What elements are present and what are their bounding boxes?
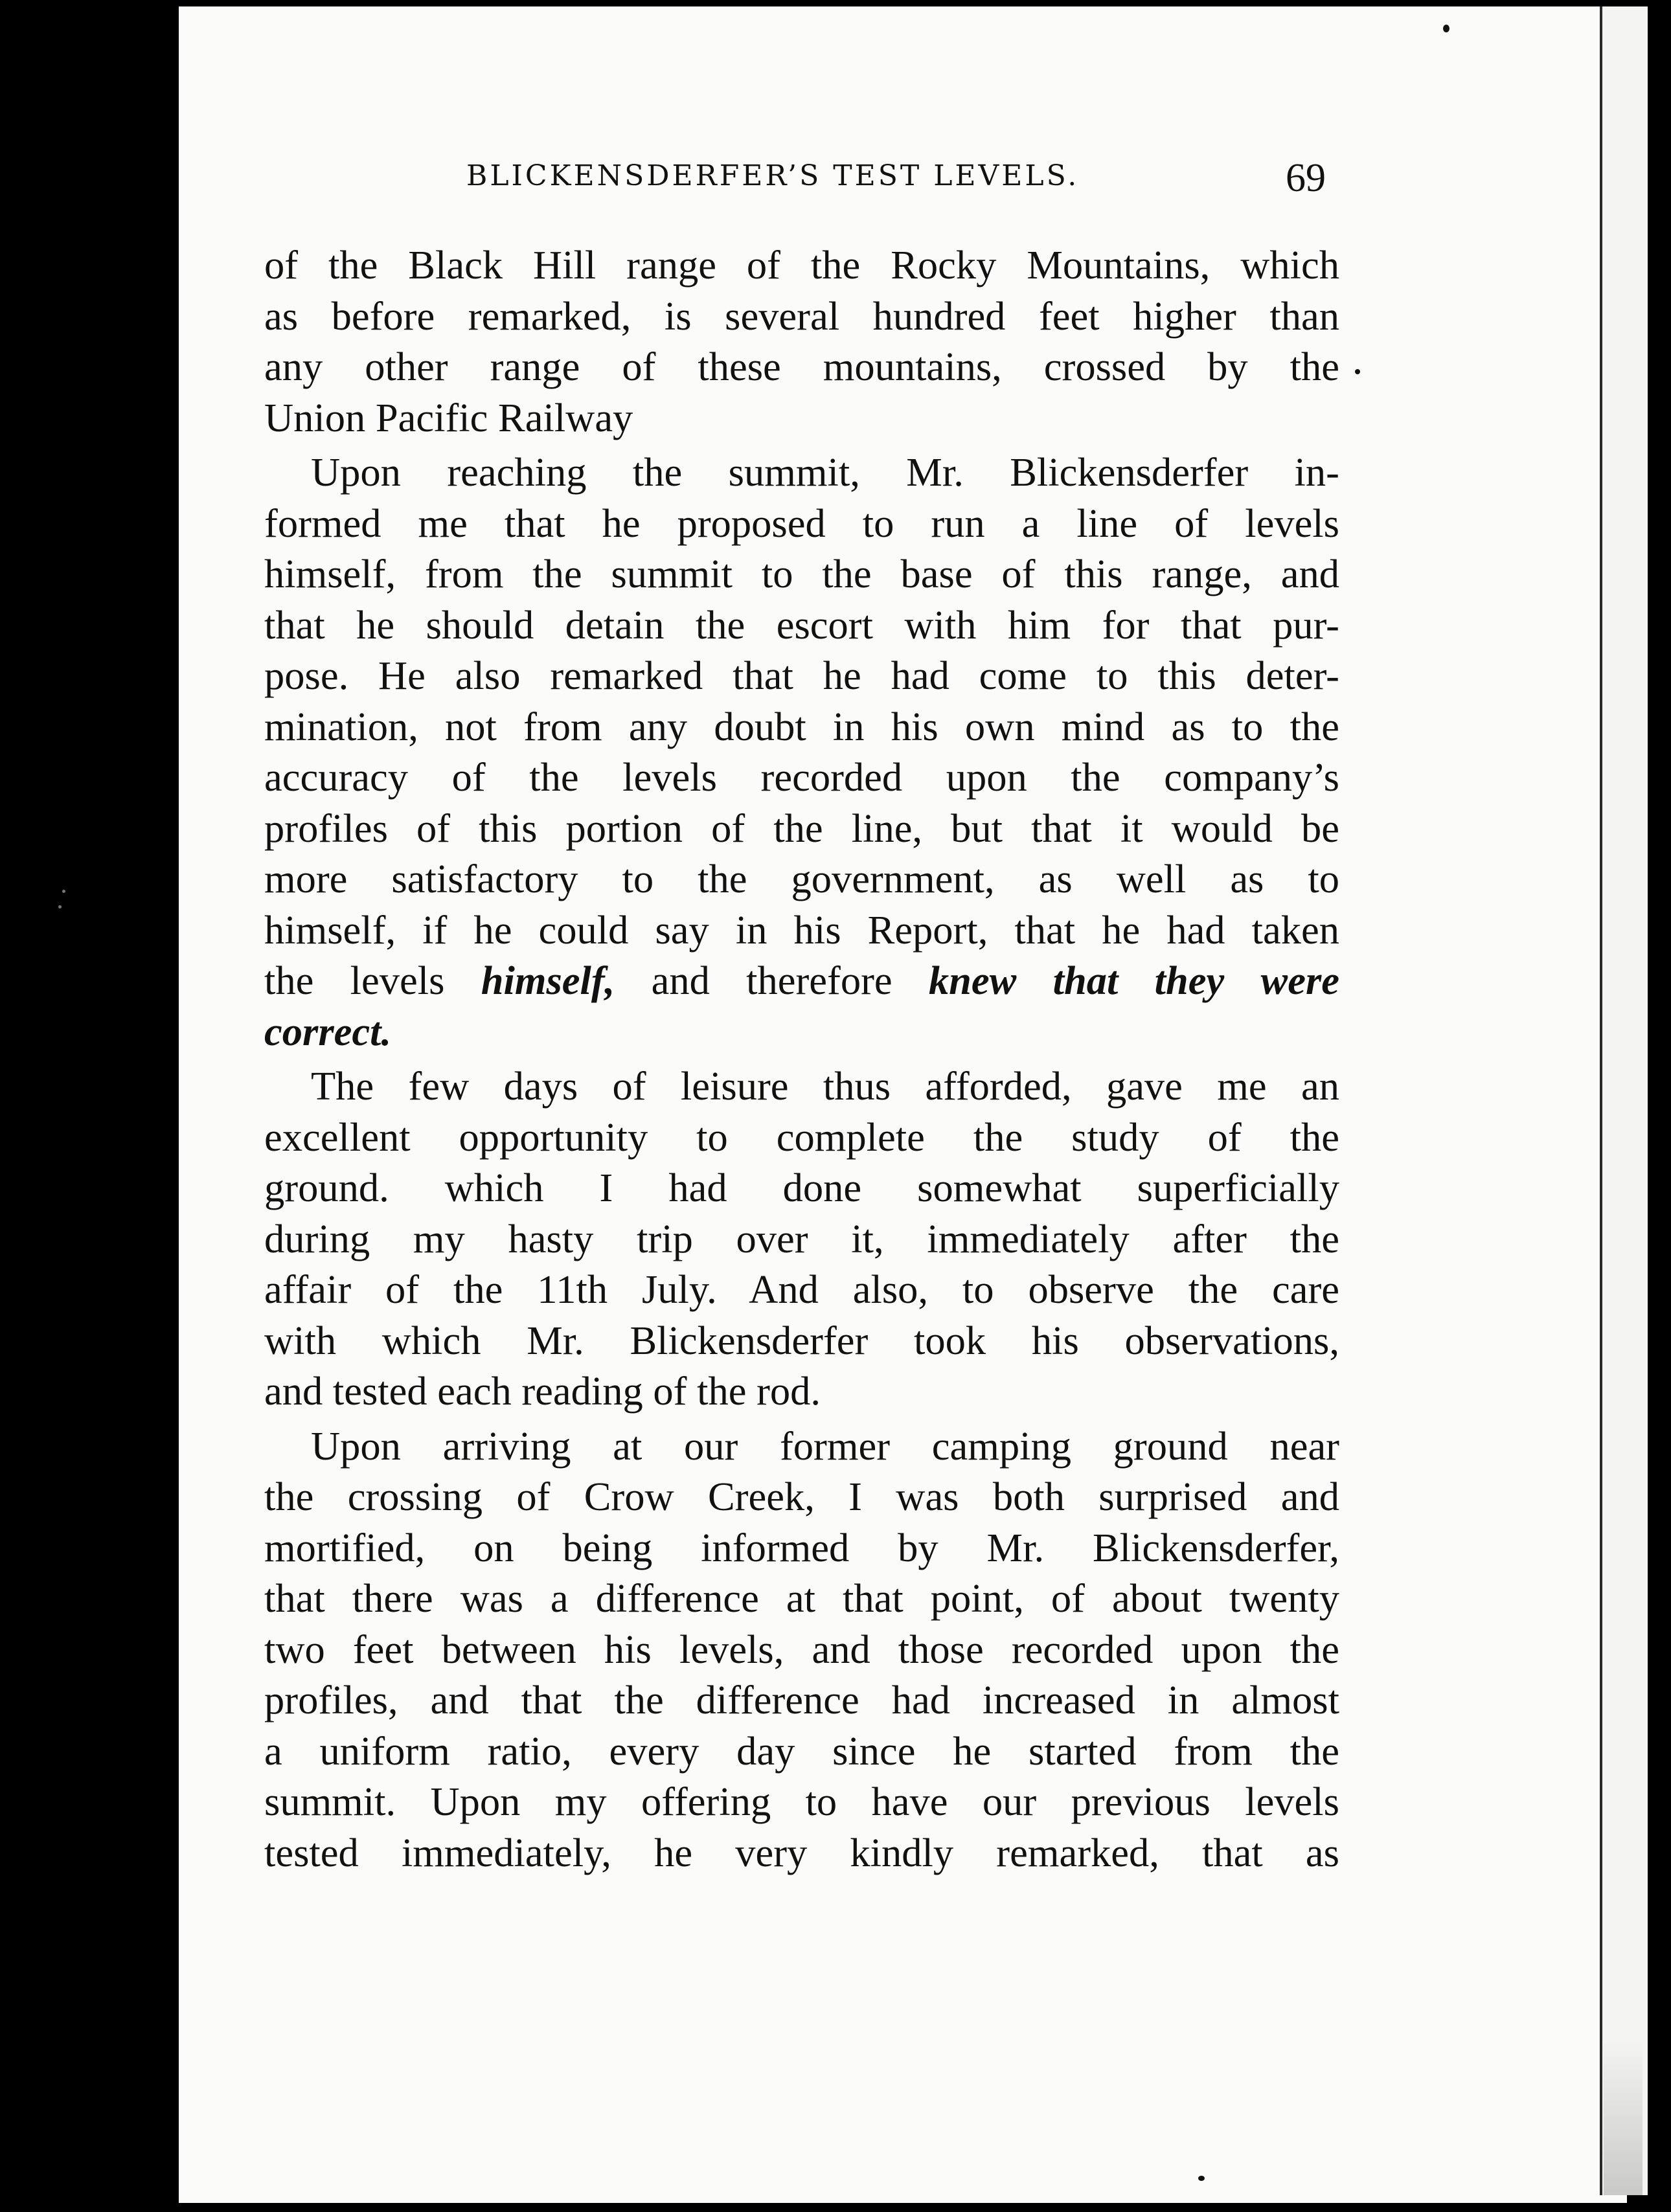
text-line: affair of the 11th July. And also, to observe the care: [264, 1267, 1339, 1312]
paragraph: [264, 240, 1339, 443]
paragraph: [264, 1421, 1339, 1879]
text-line: a uniform ratio, every day since he started from the: [264, 1728, 1339, 1774]
paragraph: [264, 1061, 1339, 1417]
page-number: 69: [1286, 156, 1326, 200]
text-line: more satisfactory to the government, as well as to: [264, 856, 1339, 901]
text-line: himself, from the summit to the base of this range, and: [264, 551, 1339, 596]
text-line: profiles, and that the difference had increased in almost: [264, 1677, 1339, 1722]
page-edge-shadow: [1604, 2040, 1643, 2195]
text-line: during my hasty trip over it, immediately after the: [264, 1215, 1339, 1261]
text-line: formed me that he proposed to run a line of levels: [264, 500, 1339, 546]
scan-speck: [1355, 369, 1360, 374]
scan-speck: [62, 890, 65, 893]
italic-run: himself,: [481, 958, 615, 1003]
paragraph: [264, 447, 1339, 1057]
text-line: Union Pacific Railway: [264, 394, 633, 440]
text-line: and tested each reading of the rod.: [264, 1368, 821, 1414]
text-line: Upon reaching the summit, Mr. Blickensderfer in-: [311, 449, 1339, 495]
text-line-emphasis: [264, 955, 1339, 1006]
text-line: The few days of leisure thus afforded, gave me an: [311, 1063, 1339, 1109]
next-page-edge: [1600, 6, 1648, 2195]
running-title: BLICKENSDERFER’S TEST LEVELS.: [466, 159, 1080, 192]
text-line: mortified, on being informed by Mr. Blickensderfer,: [264, 1524, 1339, 1570]
running-header: [466, 159, 1334, 205]
text-line: himself, if he could say in his Report, that he had taken: [264, 907, 1339, 953]
text-line: with which Mr. Blickensderfer took his observations,: [264, 1317, 1339, 1363]
body-text: [264, 240, 1339, 1878]
text-line: Upon arriving at our former camping ground near: [311, 1423, 1339, 1469]
scan-speck: [1198, 2176, 1205, 2181]
italic-run: correct.: [264, 1008, 392, 1054]
text-line: summit. Upon my offering to have our previous levels: [264, 1779, 1339, 1824]
text-line: [264, 1006, 1339, 1057]
text-line: excellent opportunity to complete the study of the: [264, 1114, 1339, 1160]
text-line: of the Black Hill range of the Rocky Mountains, which: [264, 242, 1339, 288]
text-line: that he should detain the escort with him for that pur-: [264, 602, 1339, 648]
text-line: the crossing of Crow Creek, I was both surprised and: [264, 1474, 1339, 1519]
text-run: the levels: [264, 958, 481, 1003]
text-line: ground. which I had done somewhat superficially: [264, 1165, 1339, 1210]
scan-speck: [1443, 25, 1449, 32]
scan-speck: [58, 905, 62, 909]
text-line: pose. He also remarked that he had come to this deter-: [264, 653, 1339, 698]
text-line: as before remarked, is several hundred feet higher than: [264, 293, 1339, 339]
text-line: accuracy of the levels recorded upon the company’s: [264, 754, 1339, 800]
text-line: any other range of these mountains, crossed by the: [264, 344, 1339, 389]
text-line: profiles of this portion of the line, but that it would be: [264, 805, 1339, 851]
text-line: mination, not from any doubt in his own mind as to the: [264, 703, 1339, 749]
italic-run: knew that they were: [928, 958, 1340, 1003]
text-run: and therefore: [615, 958, 929, 1003]
text-line: tested immediately, he very kindly remarked, that as: [264, 1829, 1339, 1875]
text-line: that there was a difference at that point, of about twenty: [264, 1575, 1339, 1621]
text-line: two feet between his levels, and those recorded upon the: [264, 1626, 1339, 1672]
